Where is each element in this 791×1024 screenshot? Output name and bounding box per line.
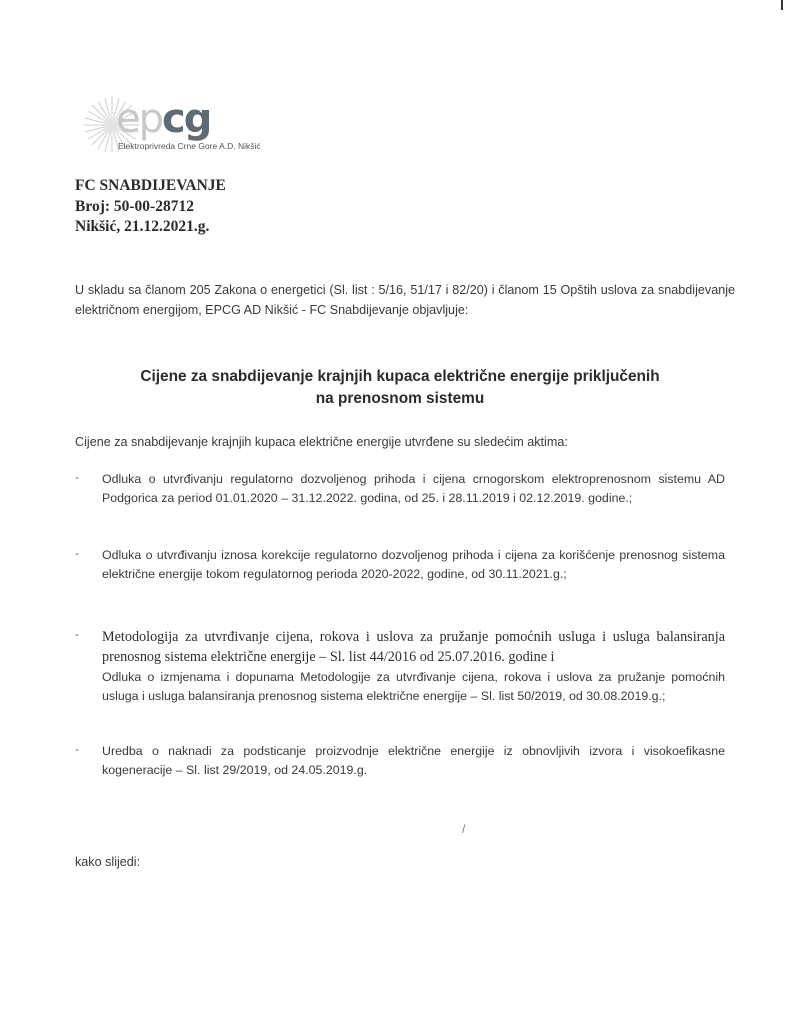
list-dash: - [75, 546, 79, 560]
logo-wordmark-dark: cg [162, 96, 211, 142]
place-date: Nikšić, 21.12.2021.g. [75, 218, 210, 235]
list-dash: - [75, 742, 79, 756]
list-dash: - [75, 470, 79, 484]
title-line-1: Cijene za snabdijevanje krajnjih kupaca električne energije priključenih [140, 368, 660, 385]
list-item-text: Odluka o utvrđivanju regulatorno dozvoljenog prihoda i cijena crnogorskom elektroprenosnom sistemu AD Podgorica za period 01.01.2020 – 31.12.2022. godina, od 25. i 28.11.2019 i 02.12.2019. godine.; [102, 472, 725, 505]
lead-paragraph: Cijene za snabdijevanje krajnjih kupaca električne energije utvrđene su sledećim aktima: [75, 435, 568, 449]
document-title [60, 366, 740, 410]
department-name: FC SNABDIJEVANJE [75, 177, 226, 194]
list-dash: - [75, 627, 79, 641]
list-item-continuation: Odluka o izmjenama i dopunama Metodologije za utvrđivanje cijena, rokova i uslova za pružanje pomoćnih usluga i usluga balansiranja prenosnog sistema električne energije – Sl. list 50/2019, od 30.08.2019.g.; [102, 670, 725, 703]
logo-wordmark [116, 96, 211, 142]
document-header [75, 176, 226, 238]
document-number: Broj: 50-00-28712 [75, 197, 194, 215]
closing-text: kako slijedi: [75, 855, 141, 869]
list-item-text: Odluka o utvrđivanju iznosa korekcije regulatorno dozvoljenog prihoda i cijena za korišćenje prenosnog sistema električne energije tokom regulatornog perioda 2020-2022, godine, od 30.11.2021.g.; [102, 548, 725, 581]
logo-wordmark-light: ep [116, 96, 162, 142]
list-item-text: Uredba o naknadi za podsticanje proizvodnje električne energije iz obnovljivih izvora i visokoefikasne kogeneracije – Sl. list 29/2019, od 24.05.2019.g. [102, 744, 725, 777]
list-item-text: Metodologija za utvrđivanje cijena, rokova i uslova za pružanje pomoćnih usluga i usluga balansiranja prenosnog sistema električne energije – Sl. list 44/2016 od 25.07.2016. godine i [102, 629, 725, 665]
company-logo [82, 95, 322, 165]
intro-paragraph: U skladu sa članom 205 Zakona o energetici (Sl. list : 5/16, 51/17 i 82/20) i članom 15 Opštih uslova za snabdijevanje električnom energijom, EPCG AD Nikšić - FC Snabdijevanje objavljuje: [75, 283, 735, 317]
logo-subtitle: Elektroprivreda Crne Gore A.D. Nikšić [118, 141, 261, 151]
stray-pen-mark: / [462, 822, 466, 836]
title-line-2: na prenosnom sistemu [315, 390, 485, 407]
scan-edge-mark [781, 0, 783, 10]
